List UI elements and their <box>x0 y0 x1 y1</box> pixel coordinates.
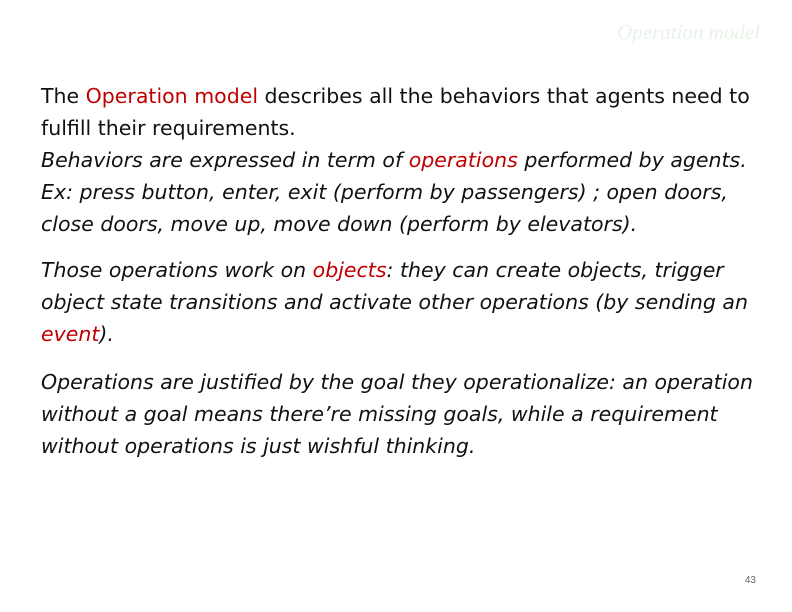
paragraph-operation-model <box>41 80 771 144</box>
term-objects: objects <box>312 258 387 282</box>
text-segment: The <box>41 84 86 108</box>
text-segment: describes all the behaviors that agents need to fulfill their requirements. <box>41 84 750 140</box>
text-segment: performed by agents. <box>517 148 747 172</box>
term-event: event <box>41 322 100 346</box>
slide-body <box>41 80 771 462</box>
text-segment: Behaviors are expressed in term of <box>41 148 409 172</box>
text-segment: Ex: press button, enter, exit (perform by passengers) ; open doors, close doors, move up, move down (perform by elevators). <box>41 180 728 236</box>
term-operation-model: Operation model <box>85 84 259 108</box>
text-segment: Operations are justified by the goal they operationalize: an operation without a goal means there’re missing goals, while a requirement without operations is just wishful thinking. <box>41 370 753 458</box>
paragraph-goals <box>41 366 771 462</box>
page-number: 43 <box>744 575 756 586</box>
paragraph-behaviors <box>41 144 771 176</box>
text-segment: ). <box>99 322 114 346</box>
text-segment: Those operations work on <box>41 258 313 282</box>
term-operations: operations <box>408 148 518 172</box>
paragraph-objects <box>41 254 771 350</box>
paragraph-example <box>41 176 771 240</box>
slide-title: Operation model <box>617 20 760 44</box>
text-segment: : they can create objects, trigger object state transitions and activate other operations (by sending an <box>41 258 748 314</box>
